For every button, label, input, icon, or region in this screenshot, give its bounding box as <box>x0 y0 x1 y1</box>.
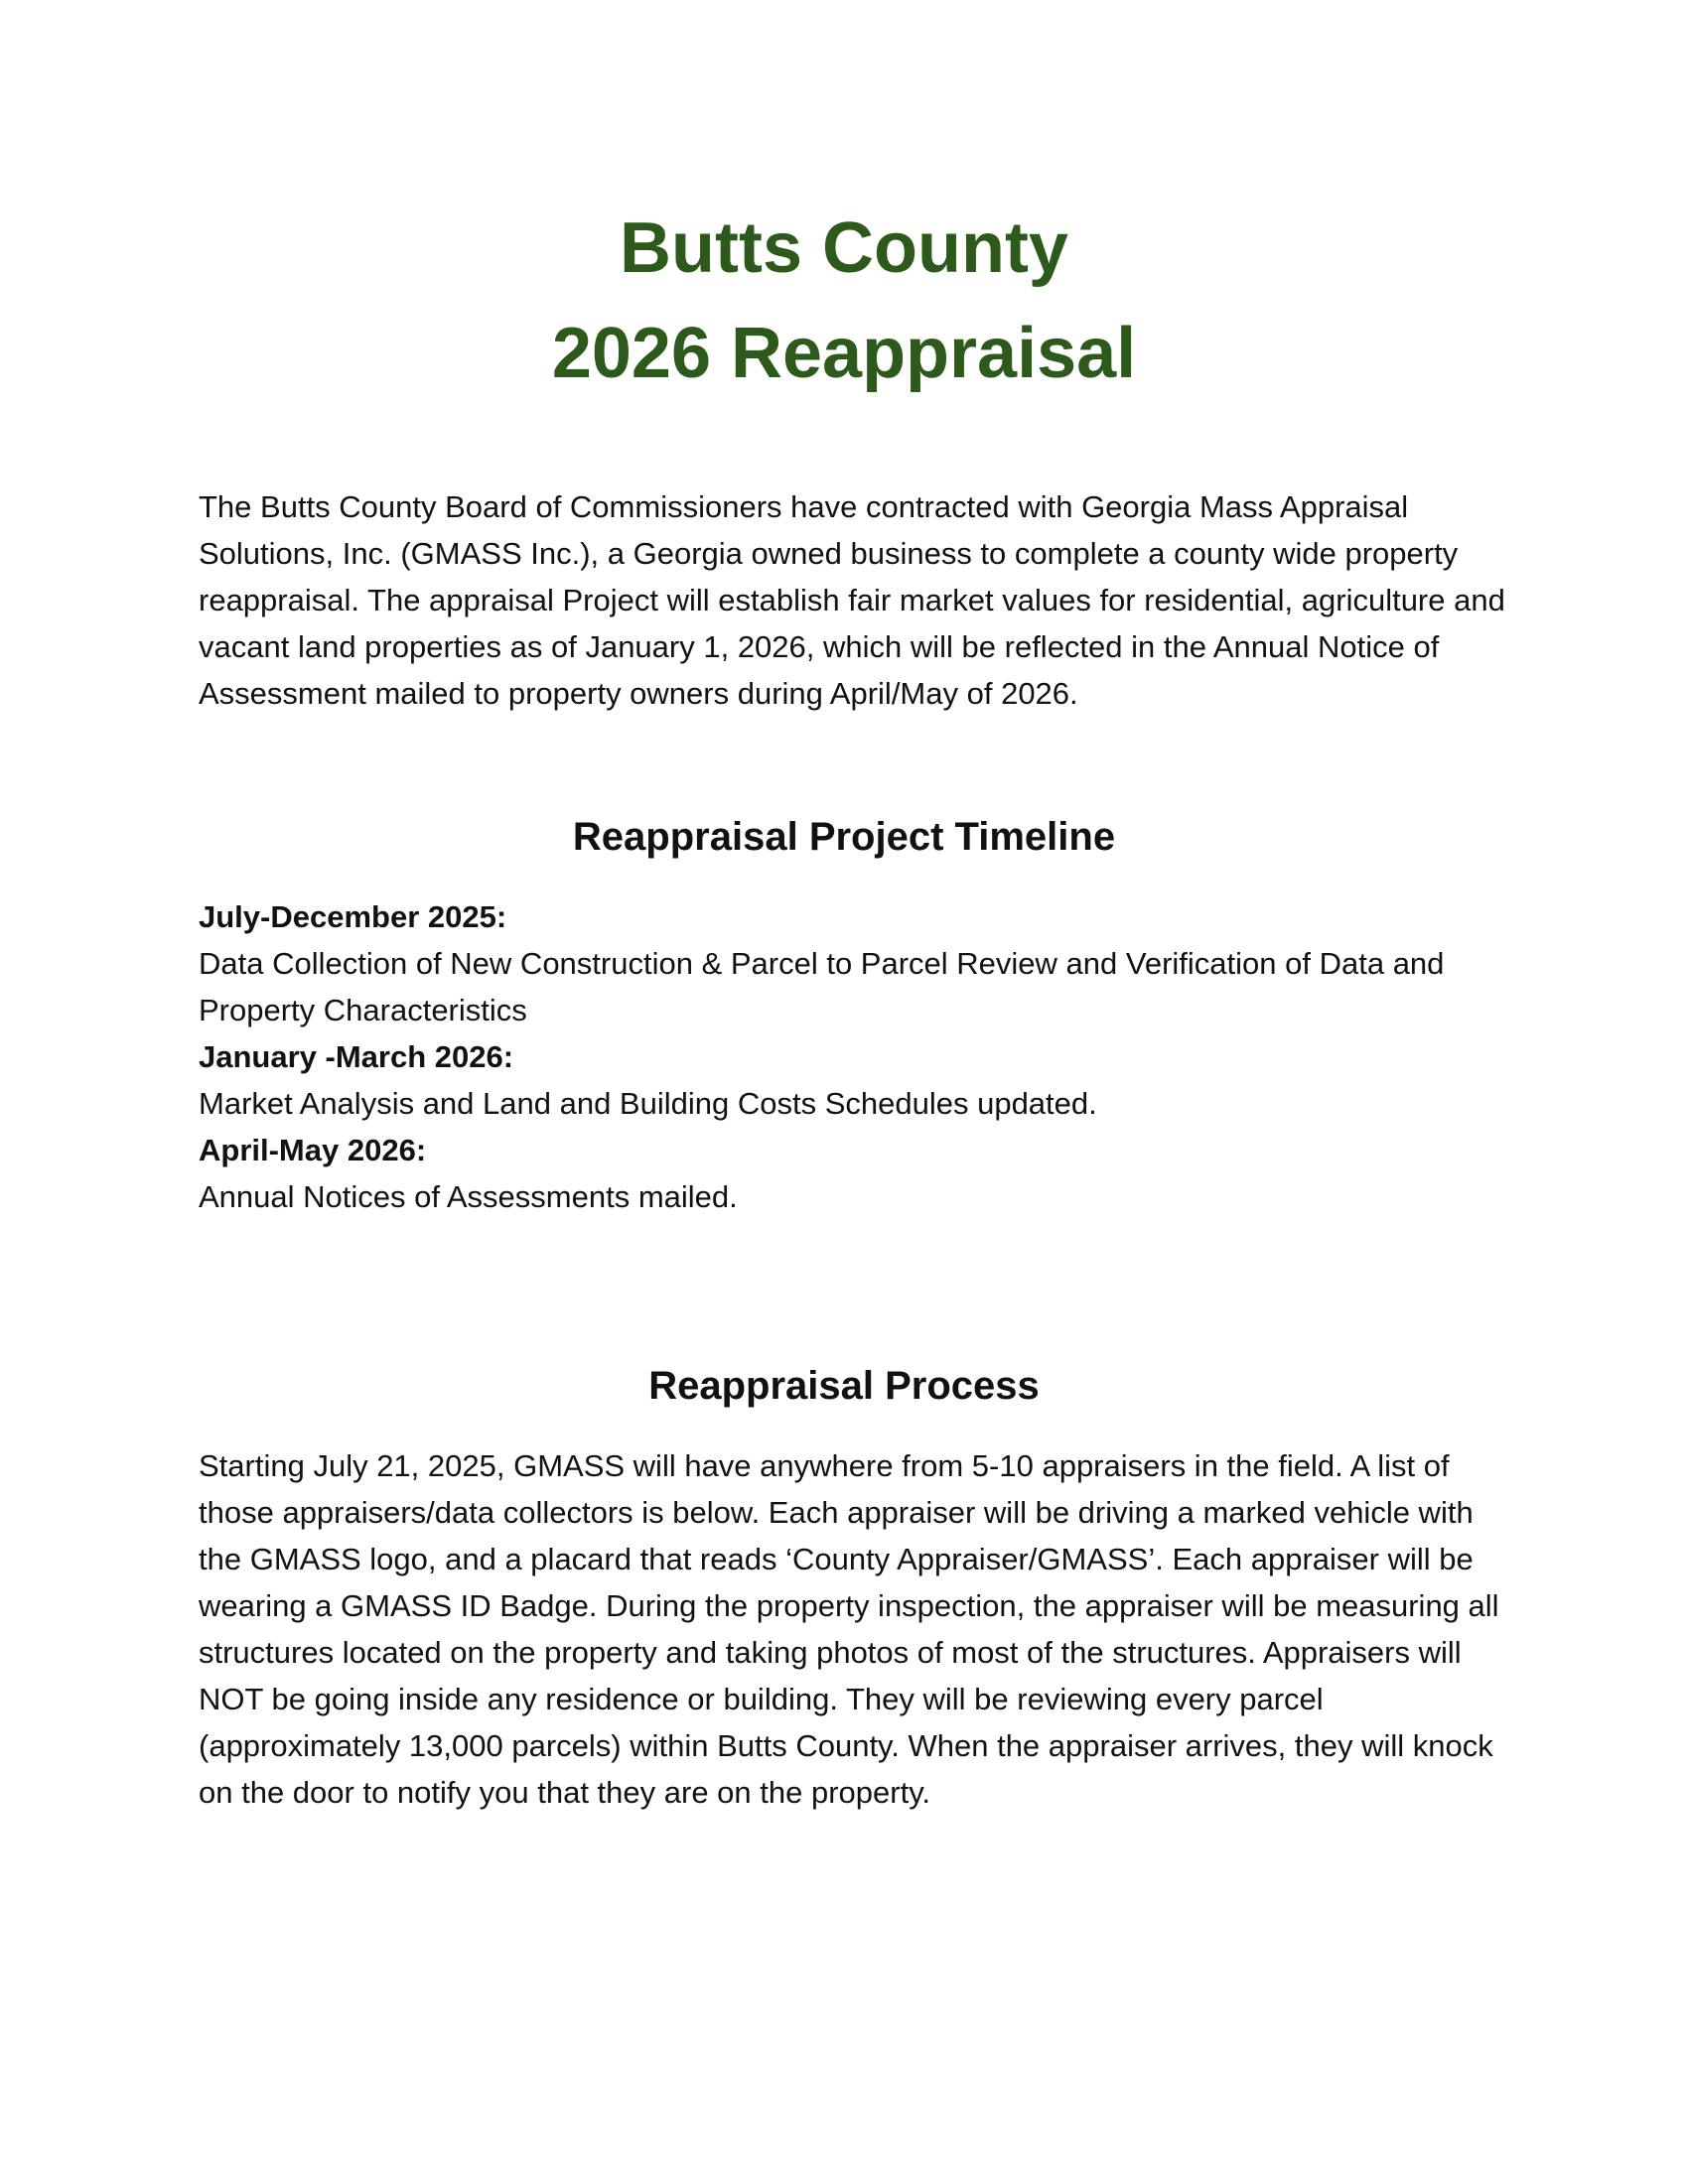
process-paragraph: Starting July 21, 2025, GMASS will have anywhere from 5-10 appraisers in the field. A list of those appraisers/data collectors is below. Each appraiser will be driving a marked vehicle with the GMASS logo, and a placard that reads ‘County Appraiser/GMASS’. Each appraiser will be wearing a GMASS ID Badge. During the property inspection, the appraiser will be measuring all structures located on the property and taking photos of most of the structures. Appraisers will NOT be going inside any residence or building. They will be reviewing every parcel (approximately 13,000 parcels) within Butts County. When the appraiser arrives, they will knock on the door to notify you that they are on the property. <box>199 1448 1499 1810</box>
intro-paragraph: The Butts County Board of Commissioners have contracted with Georgia Mass Appraisal Solutions, Inc. (GMASS Inc.), a Georgia owned business to complete a county wide property reappraisal. The appraisal Project will establish fair market values for residential, agriculture and vacant land properties as of January 1, 2026, which will be reflected in the Annual Notice of Assessment mailed to property owners during April/May of 2026. <box>199 489 1505 711</box>
timeline-entry <box>199 893 1509 1033</box>
timeline-description: Market Analysis and Land and Building Costs Schedules updated. <box>199 1086 1097 1121</box>
timeline-entry <box>199 1033 1509 1127</box>
timeline-list <box>199 893 1509 1220</box>
timeline-period: January -March 2026: <box>199 1039 514 1074</box>
timeline-heading: Reappraisal Project Timeline <box>572 815 1116 859</box>
process-heading: Reappraisal Process <box>648 1364 1040 1408</box>
page-title-county: Butts County <box>620 208 1068 288</box>
page-title-reappraisal: 2026 Reappraisal <box>551 314 1137 393</box>
timeline-description: Data Collection of New Construction & Parcel to Parcel Review and Verification of Data and Property Characteristics <box>199 946 1445 1027</box>
timeline-entry <box>199 1127 1509 1220</box>
timeline-description: Annual Notices of Assessments mailed. <box>199 1179 738 1214</box>
timeline-period: April-May 2026: <box>199 1133 427 1167</box>
timeline-period: July-December 2025: <box>199 899 507 934</box>
